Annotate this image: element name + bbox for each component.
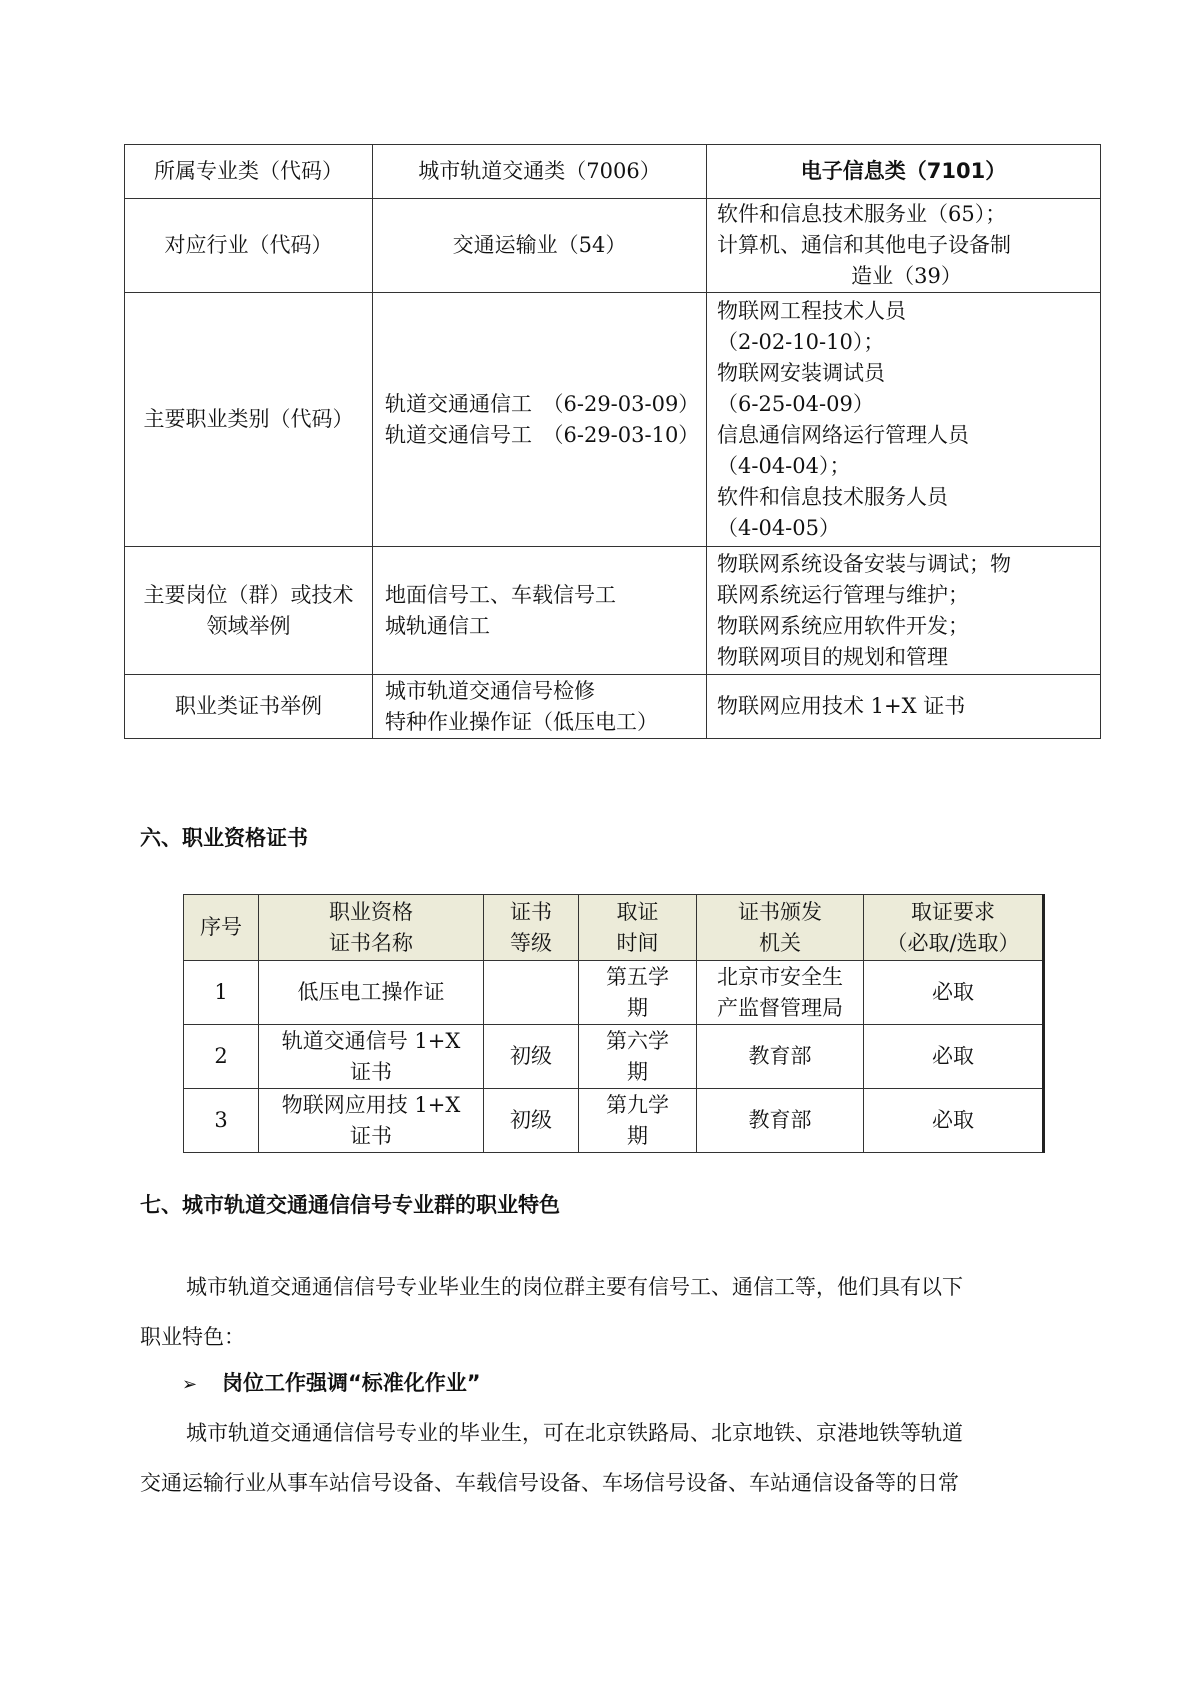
electronics-cell: 物联网工程技术人员 （2-02-10-10）； 物联网安装调试员 （6-25-04-09） 信息通信网络运行管理人员 （4-04-04）； 软件和信息技术服务人员 （4-04-05） (707, 293, 1101, 547)
cell-requirement: 必取 (864, 1089, 1044, 1153)
table-row (125, 293, 1101, 547)
arrow-bullet-icon: ➢ (182, 1374, 198, 1395)
section-heading-certificates: 六、职业资格证书 (140, 826, 308, 850)
row-label: 主要职业类别（代码） (125, 293, 373, 547)
paragraph-body: 城市轨道交通通信信号专业的毕业生，可在北京铁路局、北京地铁、京港地铁等轨道 交通运输行业从事车站信号设备、车载信号设备、车场信号设备、车站通信设备等的日常 (140, 1421, 963, 1495)
cell-time: 第五学 期 (579, 961, 697, 1025)
section-heading-features: 七、城市轨道交通通信信号专业群的职业特色 (140, 1193, 560, 1217)
table-header-row (184, 895, 1044, 961)
cell-no: 1 (184, 961, 259, 1025)
cell-no: 3 (184, 1089, 259, 1153)
cell-name: 低压电工操作证 (259, 961, 484, 1025)
header-time: 取证 时间 (579, 895, 697, 961)
rail-cell: 轨道交通通信工 （6-29-03-09） 轨道交通信号工 （6-29-03-10） (373, 293, 707, 547)
profession-table (124, 144, 1101, 739)
electronics-cell: 软件和信息技术服务业（65）； 计算机、通信和其他电子设备制 造业（39） (707, 199, 1101, 293)
cell-org: 教育部 (697, 1089, 864, 1153)
table-row (184, 1089, 1044, 1153)
cell-no: 2 (184, 1025, 259, 1089)
header-no: 序号 (184, 895, 259, 961)
table-row (125, 145, 1101, 199)
table-row (125, 547, 1101, 675)
cell-org: 教育部 (697, 1025, 864, 1089)
header-org: 证书颁发 机关 (697, 895, 864, 961)
cell-requirement: 必取 (864, 1025, 1044, 1089)
certificate-table (183, 894, 1045, 1153)
header-name: 职业资格 证书名称 (259, 895, 484, 961)
cell-name: 轨道交通信号 1+X 证书 (259, 1025, 484, 1089)
paragraph-intro: 城市轨道交通通信信号专业毕业生的岗位群主要有信号工、通信工等，他们具有以下 职业特色： (140, 1275, 963, 1349)
row-label: 所属专业类（代码） (125, 145, 373, 199)
cell-level: 初级 (484, 1025, 579, 1089)
rail-cell: 城市轨道交通信号检修 特种作业操作证（低压电工） (373, 675, 707, 739)
rail-cell: 交通运输业（54） (373, 199, 707, 293)
cell-name: 物联网应用技 1+X 证书 (259, 1089, 484, 1153)
cell-level: 初级 (484, 1089, 579, 1153)
rail-cell: 地面信号工、车载信号工 城轨通信工 (373, 547, 707, 675)
row-label: 职业类证书举例 (125, 675, 373, 739)
table-row (184, 961, 1044, 1025)
rail-cell: 城市轨道交通类（7006） (373, 145, 707, 199)
electronics-cell: 物联网应用技术 1+X 证书 (707, 675, 1101, 739)
table-row (125, 675, 1101, 739)
row-label: 对应行业（代码） (125, 199, 373, 293)
cell-time: 第六学 期 (579, 1025, 697, 1089)
electronics-cell: 电子信息类（7101） (707, 145, 1101, 199)
bullet-text: 岗位工作强调“标准化作业” (222, 1371, 481, 1395)
table-row (184, 1025, 1044, 1089)
cell-level (484, 961, 579, 1025)
cell-requirement: 必取 (864, 961, 1044, 1025)
header-requirement: 取证要求 （必取/选取） (864, 895, 1044, 961)
row-label: 主要岗位（群）或技术 领域举例 (125, 547, 373, 675)
table-row (125, 199, 1101, 293)
bullet-item (182, 1368, 481, 1400)
cell-org: 北京市安全生 产监督管理局 (697, 961, 864, 1025)
electronics-cell: 物联网系统设备安装与调试；物 联网系统运行管理与维护； 物联网系统应用软件开发； 物联网项目的规划和管理 (707, 547, 1101, 675)
header-level: 证书 等级 (484, 895, 579, 961)
cell-time: 第九学 期 (579, 1089, 697, 1153)
